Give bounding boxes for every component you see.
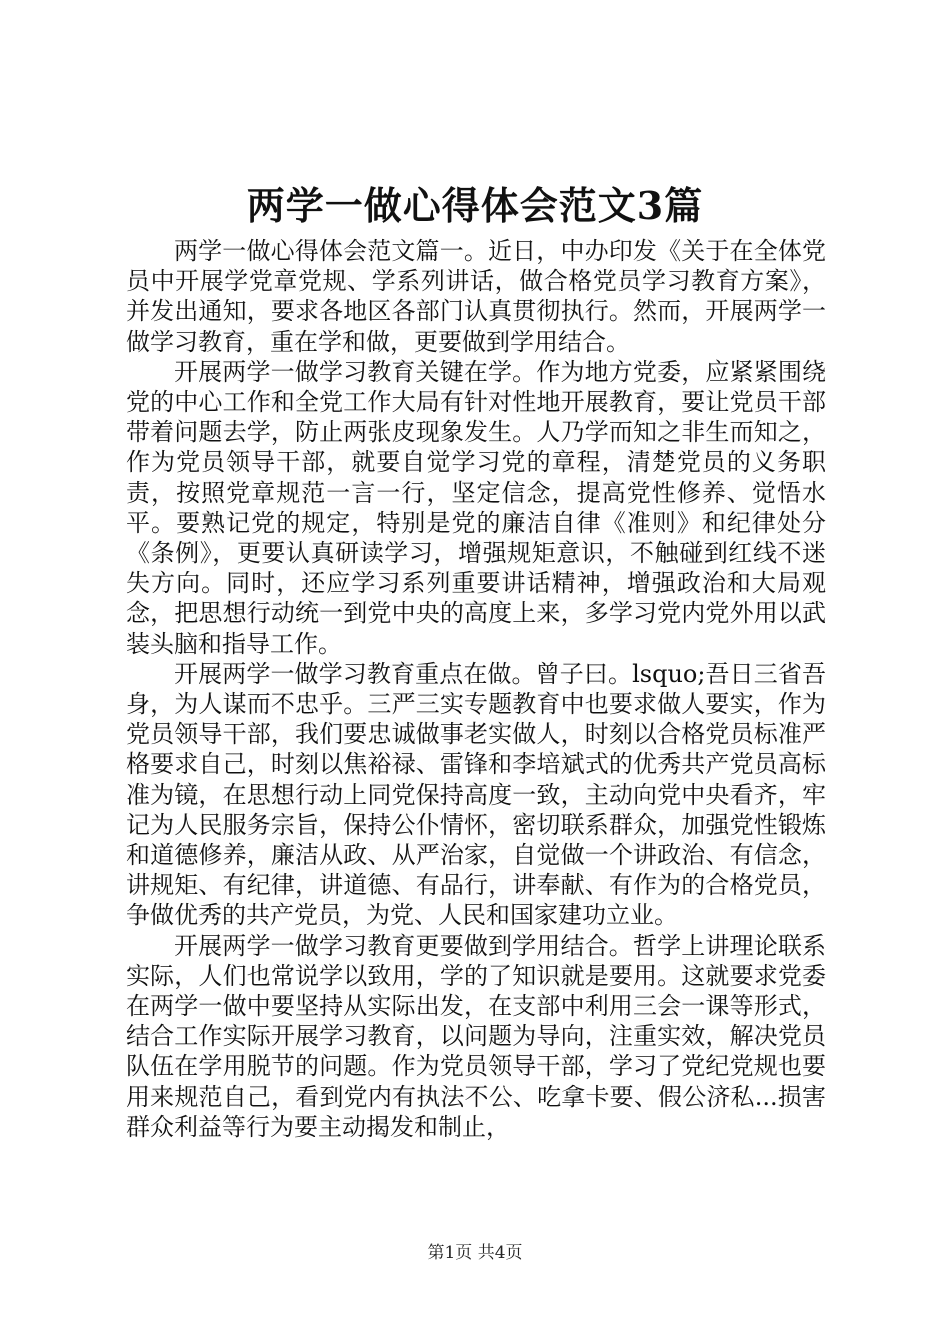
document-body [126,236,826,1142]
paragraph-2: 开展两学一做学习教育关键在学。作为地方党委，应紧紧围绕党的中心工作和全党工作大局有针对性地开展教育，要让党员干部带着问题去学，防止两张皮现象发生。人乃学而知之非生而知之，作为党员领导干部，就要自觉学习党的章程，清楚党员的义务职责，按照党章规范一言一行，坚定信念，提高党性修养、觉悟水平。要熟记党的规定，特别是党的廉洁自律《准则》和纪律处分《条例》，更要认真研读学习，增强规矩意识，不触碰到红线不迷失方向。同时，还应学习系列重要讲话精神，增强政治和大局观念，把思想行动统一到党中央的高度上来，多学习党内党外用以武装头脑和指导工作。 [126,357,826,658]
paragraph-3: 开展两学一做学习教育重点在做。曾子曰。lsquo;吾日三省吾身，为人谋而不忠乎。三严三实专题教育中也要求做人要实，作为党员领导干部，我们要忠诚做事老实做人，时刻以合格党员标准严格要求自己，时刻以焦裕禄、雷锋和李培斌式的优秀共产党员高标准为镜，在思想行动上同党保持高度一致，主动向党中央看齐，牢记为人民服务宗旨，保持公仆情怀，密切联系群众，加强党性锻炼和道德修养，廉洁从政、从严治家，自觉做一个讲政治、有信念，讲规矩、有纪律，讲道德、有品行，讲奉献、有作为的合格党员，争做优秀的共产党员，为党、人民和国家建功立业。 [126,659,826,930]
paragraph-1: 两学一做心得体会范文篇一。近日，中办印发《关于在全体党员中开展学党章党规、学系列讲话，做合格党员学习教育方案》，并发出通知，要求各地区各部门认真贯彻执行。然而，开展两学一做学习教育，重在学和做，更要做到学用结合。 [126,237,826,356]
document-title: 两学一做心得体会范文3篇 [246,183,704,228]
paragraph-4: 开展两学一做学习教育更要做到学用结合。哲学上讲理论联系实际，人们也常说学以致用，学的了知识就是要用。这就要求党委在两学一做中要坚持从实际出发，在支部中利用三会一课等形式，结合工作实际开展学习教育，以问题为导向，注重实效，解决党员队伍在学用脱节的问题。作为党员领导干部，学习了党纪党规也要用来规范自己，看到党内有执法不公、吃拿卡要、假公济私...损害群众利益等行为要主动揭发和制止， [126,931,826,1141]
page-number-footer: 第1页 共4页 [427,1243,523,1263]
